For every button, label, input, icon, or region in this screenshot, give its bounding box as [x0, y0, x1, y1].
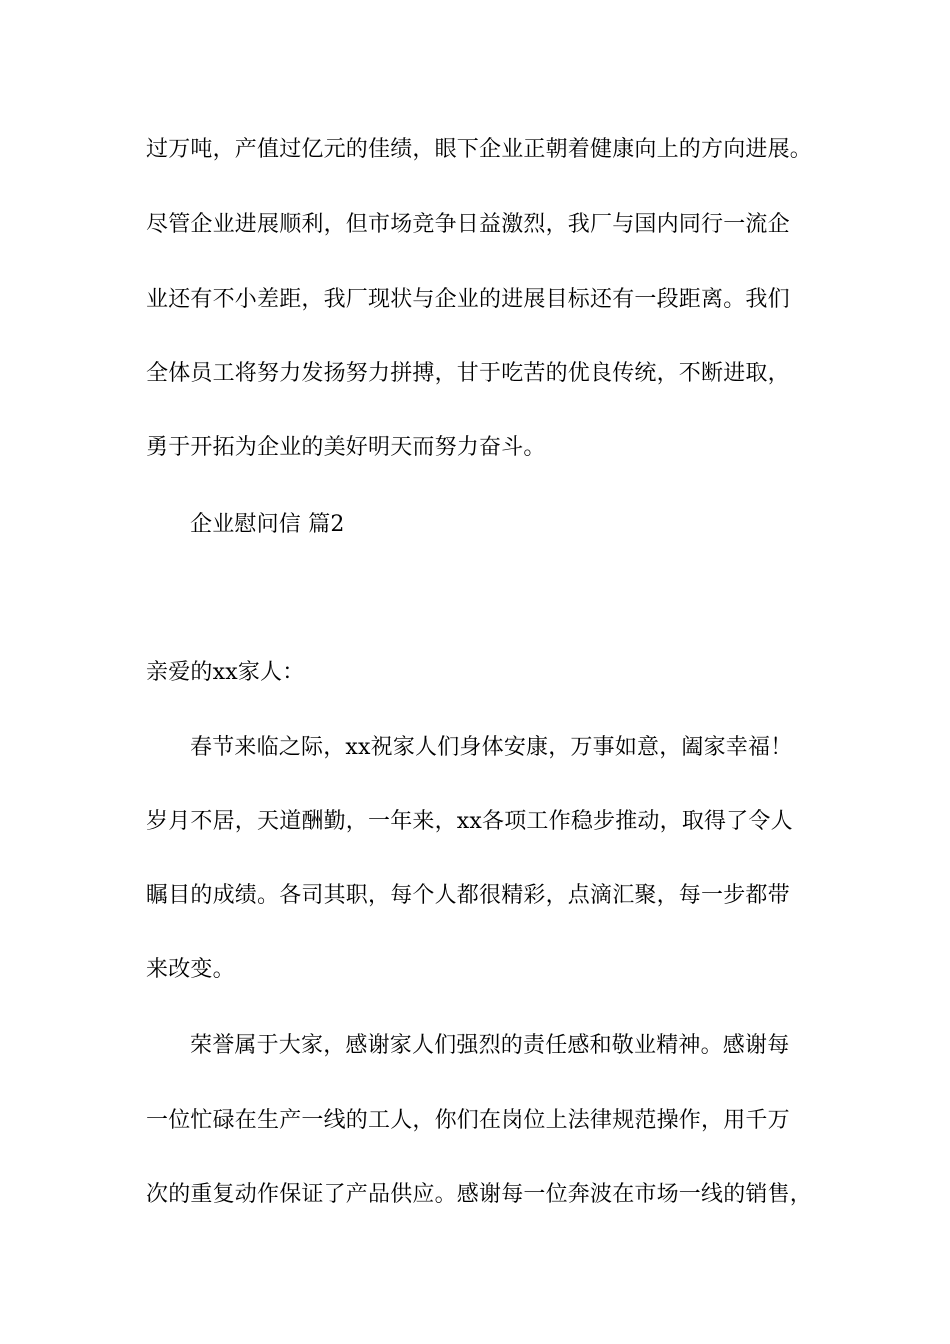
paragraph-line-12: 次的重复动作保证了产品供应。感谢每一位奔波在市场一线的销售，	[146, 1182, 813, 1207]
paragraph-line-6: 春节来临之际，xx祝家人们身体安康，万事如意，阖家幸福！	[190, 735, 793, 760]
paragraph-line-2: 尽管企业进展顺利，但市场竞争日益激烈，我厂与国内同行一流企	[146, 212, 790, 237]
paragraph-line-8: 瞩目的成绩。各司其职，每个人都很精彩，点滴汇聚，每一步都带	[146, 883, 790, 908]
paragraph-line-5: 勇于开拓为企业的美好明天而努力奋斗。	[146, 435, 546, 460]
paragraph-line-3: 业还有不小差距，我厂现状与企业的进展目标还有一段距离。我们	[146, 287, 790, 312]
paragraph-line-11: 一位忙碌在生产一线的工人，你们在岗位上法律规范操作，用千万	[146, 1108, 790, 1133]
paragraph-line-7: 岁月不居，天道酬勤，一年来，xx各项工作稳步推动，取得了令人	[146, 809, 793, 834]
section-heading: 企业慰问信 篇2	[190, 512, 345, 537]
paragraph-line-9: 来改变。	[146, 957, 235, 982]
paragraph-line-4: 全体员工将努力发扬努力拼搏，甘于吃苦的优良传统，不断进取，	[146, 361, 790, 386]
letter-salutation: 亲爱的xx家人：	[146, 660, 305, 685]
paragraph-line-10: 荣誉属于大家，感谢家人们强烈的责任感和敬业精神。感谢每	[190, 1033, 790, 1058]
paragraph-line-1: 过万吨，产值过亿元的佳绩，眼下企业正朝着健康向上的方向进展。	[146, 137, 813, 162]
